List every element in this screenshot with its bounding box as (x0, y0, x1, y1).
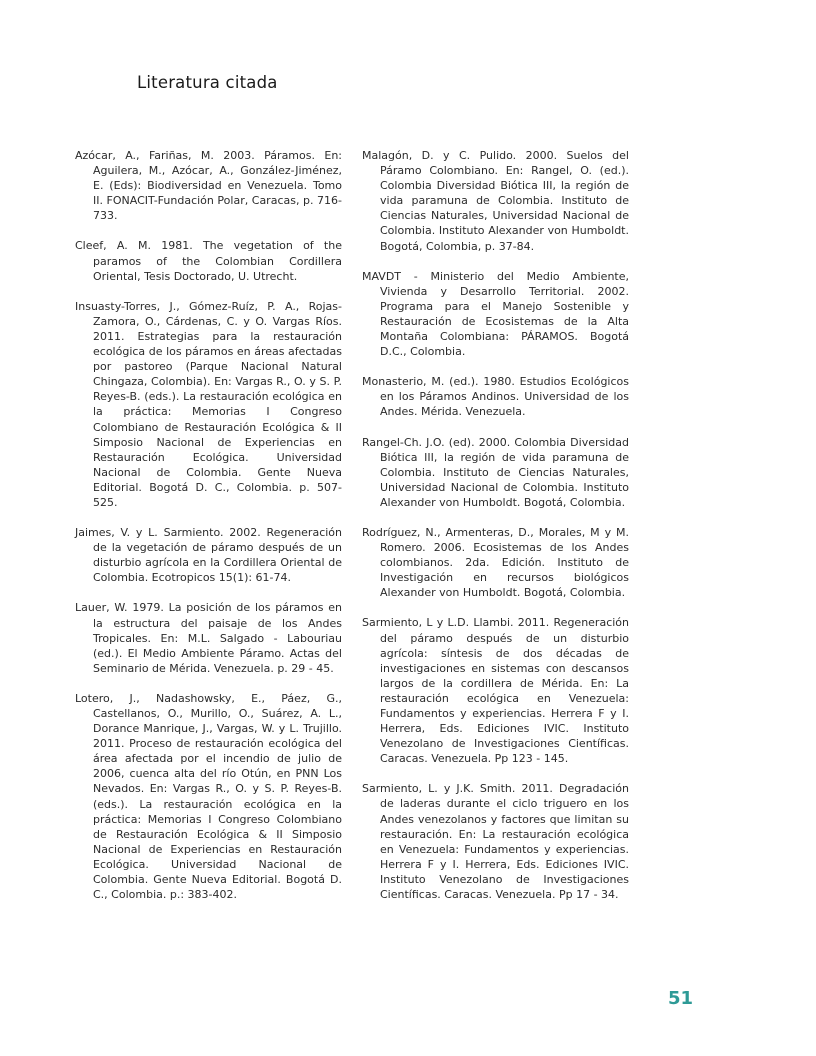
reference-entry: Jaimes, V. y L. Sarmiento. 2002. Regeneración de la vegetación de páramo después de un disturbio agrícola en la Cordillera Oriental de Colombia. Ecotropicos 15(1): 61-74. (75, 526, 342, 585)
reference-entry: Cleef, A. M. 1981. The vegetation of the paramos of the Colombian Cordillera Oriental, Tesis Doctorado, U. Utrecht. (75, 239, 342, 283)
section-title: Literatura citada (137, 73, 278, 92)
page-number: 51 (668, 988, 694, 1009)
reference-entry: Rangel-Ch. J.O. (ed). 2000. Colombia Diversidad Biótica III, la región de vida paramuna de Colombia. Instituto de Ciencias Naturales, Universidad Nacional de Colombia. Instituto Alexander von Humboldt. Bogotá, Colombia. (362, 435, 629, 509)
reference-entry: MAVDT - Ministerio del Medio Ambiente, Vivienda y Desarrollo Territorial. 2002. Programa para el Manejo Sostenible y Restauración de Ecosistemas de la Alta Montaña Colombiana: PÁRAMOS. Bogotá D.C., Colombia. (362, 269, 629, 359)
reference-entry: Azócar, A., Fariñas, M. 2003. Páramos. En: Aguilera, M., Azócar, A., González-Jiménez, E. (Eds): Biodiversidad en Venezuela. Tomo II. FONACIT-Fundación Polar, Caracas, p. 716-733. (75, 149, 342, 223)
reference-entry: Lauer, W. 1979. La posición de los páramos en la estructura del paisaje de los Andes Tropicales. En: M.L. Salgado - Labouriau (ed.). El Medio Ambiente Páramo. Actas del Seminario de Mérida. Venezuela. p. 29 - 45. (75, 601, 342, 675)
reference-entry: Malagón, D. y C. Pulido. 2000. Suelos del Páramo Colombiano. En: Rangel, O. (ed.). Colombia Diversidad Biótica III, la región de vida paramuna de Colombia. Instituto de Ciencias Naturales, Universidad Nacional de Colombia. Instituto Alexander von Humboldt. Bogotá, Colombia, p. 37-84. (362, 149, 629, 253)
references-column-right (362, 148, 629, 917)
reference-entry: Sarmiento, L y L.D. Llambi. 2011. Regeneración del páramo después de un disturbio agrícola: síntesis de dos décadas de investigaciones en sistemas con descansos largos de la cordillera de Mérida. En: La restauración ecológica en Venezuela: Fundamentos y experiencias. Herrera F y I. Herrera, Eds. Ediciones IVIC. Instituto Venezolano de Investigaciones Científicas. Caracas. Venezuela. Pp 123 - 145. (362, 616, 629, 766)
reference-entry: Monasterio, M. (ed.). 1980. Estudios Ecológicos en los Páramos Andinos. Universidad de los Andes. Mérida. Venezuela. (362, 375, 629, 419)
reference-entry: Lotero, J., Nadashowsky, E., Páez, G., Castellanos, O., Murillo, O., Suárez, A. L., Dorance Manrique, J., Vargas, W. y L. Trujillo. 2011. Proceso de restauración ecológica del área afectada por el incendio de julio de 2006, cuenca alta del río Otún, en PNN Los Nevados. En: Vargas R., O. y S. P. Reyes-B. (eds.). La restauración ecológica en la práctica: Memorias I Congreso Colombiano de Restauración Ecológica & II Simposio Nacional de Experiencias en Restauración Ecológica. Universidad Nacional de Colombia. Gente Nueva Editorial. Bogotá D. C., Colombia. p.: 383-402. (75, 691, 342, 902)
reference-entry: Sarmiento, L. y J.K. Smith. 2011. Degradación de laderas durante el ciclo triguero en los Andes venezolanos y factores que limitan su restauración. En: La restauración ecológica en Venezuela: Fundamentos y experiencias. Herrera F y I. Herrera, Eds. Ediciones IVIC. Instituto Venezolano de Investigaciones Científicas. Caracas. Venezuela. Pp 17 - 34. (362, 782, 629, 902)
reference-entry: Rodríguez, N., Armenteras, D., Morales, M y M. Romero. 2006. Ecosistemas de los Andes colombianos. 2da. Edición. Instituto de Investigación en recursos biológicos Alexander von Humboldt. Bogotá, Colombia. (362, 525, 629, 600)
reference-entry: Insuasty-Torres, J., Gómez-Ruíz, P. A., Rojas-Zamora, O., Cárdenas, C. y O. Vargas Ríos. 2011. Estrategias para la restauración ecológica de los páramos en áreas afectadas por pastoreo (Parque Nacional Natural Chingaza, Colombia). En: Vargas R., O. y S. P. Reyes-B. (eds.). La restauración ecológica en la práctica: Memorias I Congreso Colombiano de Restauración Ecológica & II Simposio Nacional de Experiencias en Restauración Ecológica. Universidad Nacional de Colombia. Gente Nueva Editorial. Bogotá D. C., Colombia. p. 507-525. (75, 299, 342, 509)
references-column-left (75, 148, 342, 917)
